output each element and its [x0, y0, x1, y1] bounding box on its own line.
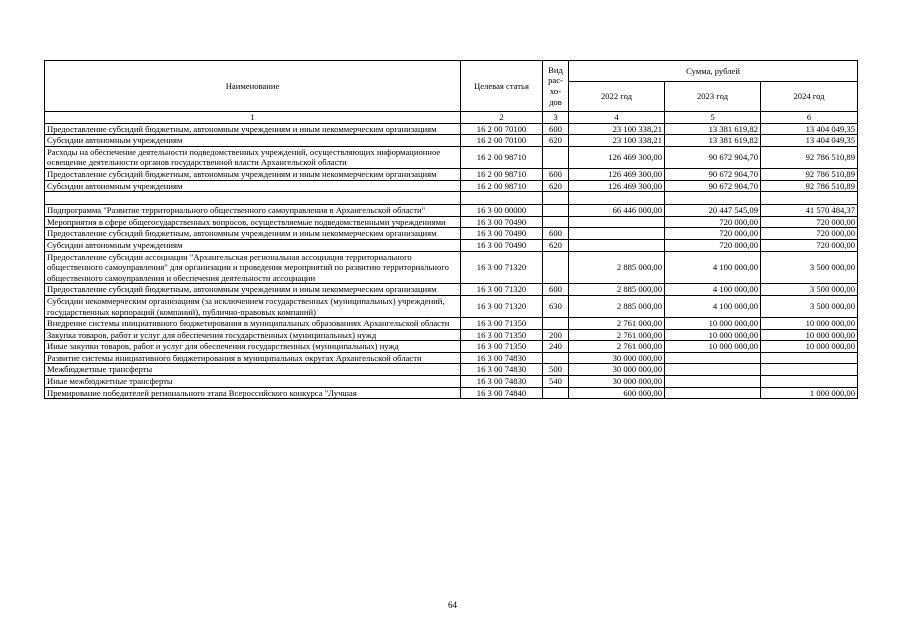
column-number: 1 [45, 112, 461, 124]
row-name: Внедрение системы инициативного бюджетирования в муниципальных образованиях Архангельской области [45, 318, 461, 330]
row-sum-2024 [761, 376, 858, 388]
row-sum-2022: 126 469 300,00 [569, 168, 665, 180]
row-sum-2023: 13 381 619,82 [665, 135, 761, 147]
row-sum-2024: 92 786 510,89 [761, 146, 858, 168]
row-sum-2022: 23 100 338,21 [569, 135, 665, 147]
header-vid-line: хо- [549, 86, 562, 96]
row-sum-2023: 720 000,00 [665, 239, 761, 251]
row-sum-2023 [665, 376, 761, 388]
row-target-code: 16 3 00 00000 [461, 205, 543, 217]
column-number: 4 [569, 112, 665, 124]
row-name: Развитие системы инициативного бюджетирования в муниципальных округах Архангельской области [45, 352, 461, 364]
header-vid-line: дов [549, 96, 562, 107]
column-number: 6 [761, 112, 858, 124]
row-sum-2023: 90 672 904,70 [665, 146, 761, 168]
row-target-code: 16 3 00 71350 [461, 329, 543, 341]
table-row [45, 146, 858, 168]
row-sum-2024: 13 404 049,35 [761, 123, 858, 135]
row-sum-2022: 2 761 000,00 [569, 318, 665, 330]
row-sum-2022 [569, 216, 665, 228]
row-expense-type [543, 387, 569, 399]
row-expense-type: 600 [543, 123, 569, 135]
empty-cell [45, 192, 461, 205]
column-numbers-row [45, 112, 858, 124]
row-sum-2022 [569, 239, 665, 251]
row-target-code: 16 3 00 71320 [461, 284, 543, 296]
table-row [45, 192, 858, 205]
row-expense-type: 620 [543, 135, 569, 147]
row-expense-type: 600 [543, 284, 569, 296]
row-sum-2023 [665, 364, 761, 376]
row-sum-2024: 92 786 510,89 [761, 180, 858, 192]
header-vid-line: рас- [548, 75, 563, 86]
row-target-code: 16 3 00 70490 [461, 239, 543, 251]
row-name: Закупка товаров, работ и услуг для обеспечения государственных (муниципальных) нужд [45, 329, 461, 341]
empty-cell [665, 192, 761, 205]
row-sum-2022: 126 469 300,00 [569, 146, 665, 168]
table-row [45, 168, 858, 180]
table-row [45, 387, 858, 399]
row-sum-2023: 90 672 904,70 [665, 168, 761, 180]
row-sum-2022: 30 000 000,00 [569, 376, 665, 388]
row-sum-2023: 4 100 000,00 [665, 284, 761, 296]
row-sum-2024 [761, 352, 858, 364]
row-sum-2024 [761, 364, 858, 376]
row-name: Расходы на обеспечение деятельности подведомственных учреждений, осуществляющих информационное освещение деятельности органов государственной власти Архангельской области [45, 146, 461, 168]
row-sum-2022: 23 100 338,21 [569, 123, 665, 135]
row-target-code: 16 3 00 71350 [461, 341, 543, 353]
row-target-code: 16 2 00 98710 [461, 146, 543, 168]
header-target: Целевая статья [461, 61, 543, 112]
row-sum-2022: 600 000,00 [569, 387, 665, 399]
row-name: Предоставление субсидий бюджетным, автономным учреждениям и иным некоммерческим организациям [45, 168, 461, 180]
table-row [45, 284, 858, 296]
row-target-code: 16 3 00 74830 [461, 376, 543, 388]
row-target-code: 16 3 00 74830 [461, 364, 543, 376]
row-target-code: 16 3 00 70490 [461, 216, 543, 228]
row-name: Предоставление субсидий бюджетным, автономным учреждениям и иным некоммерческим организациям [45, 284, 461, 296]
empty-cell [543, 192, 569, 205]
header-2024: 2024 год [761, 82, 858, 112]
row-name: Предоставление субсидий бюджетным, автономным учреждениям и иным некоммерческим организациям [45, 228, 461, 240]
row-expense-type: 500 [543, 364, 569, 376]
row-target-code: 16 2 00 98710 [461, 168, 543, 180]
row-sum-2022: 126 469 300,00 [569, 180, 665, 192]
table-row [45, 239, 858, 251]
header-vid [543, 61, 569, 112]
row-sum-2022: 66 446 000,00 [569, 205, 665, 217]
row-expense-type: 600 [543, 228, 569, 240]
row-sum-2024: 3 500 000,00 [761, 295, 858, 317]
row-sum-2024: 92 786 510,89 [761, 168, 858, 180]
row-expense-type [543, 205, 569, 217]
empty-cell [761, 192, 858, 205]
row-sum-2023: 10 000 000,00 [665, 318, 761, 330]
row-sum-2023: 720 000,00 [665, 228, 761, 240]
row-sum-2023 [665, 352, 761, 364]
header-2023: 2023 год [665, 82, 761, 112]
table-row [45, 329, 858, 341]
column-number: 2 [461, 112, 543, 124]
row-name: Субсидии автономным учреждениям [45, 135, 461, 147]
row-name: Субсидии автономным учреждениям [45, 180, 461, 192]
row-name: Иные межбюджетные трансферты [45, 376, 461, 388]
row-sum-2024: 10 000 000,00 [761, 341, 858, 353]
header-vid-line: Вид [548, 64, 563, 75]
row-sum-2023: 4 100 000,00 [665, 251, 761, 284]
row-sum-2022 [569, 228, 665, 240]
row-expense-type: 200 [543, 329, 569, 341]
row-sum-2022: 2 885 000,00 [569, 284, 665, 296]
row-sum-2022: 2 885 000,00 [569, 295, 665, 317]
row-sum-2023: 20 447 545,09 [665, 205, 761, 217]
header-2022: 2022 год [569, 82, 665, 112]
table-row [45, 318, 858, 330]
row-expense-type: 630 [543, 295, 569, 317]
row-sum-2023: 90 672 904,70 [665, 180, 761, 192]
row-sum-2024: 720 000,00 [761, 239, 858, 251]
table-row [45, 205, 858, 217]
row-sum-2023 [665, 387, 761, 399]
row-name: Субсидии некоммерческим организациям (за исключением государственных (муниципальных) учреждений, государственных корпораций (компаний), публично-правовых компаний) [45, 295, 461, 317]
row-sum-2024: 13 404 049,35 [761, 135, 858, 147]
table-row [45, 216, 858, 228]
row-name: Подпрограмма "Развитие территориального общественного самоуправления в Архангельской области" [45, 205, 461, 217]
empty-cell [569, 192, 665, 205]
table-row [45, 180, 858, 192]
table-row [45, 251, 858, 284]
table-body [45, 123, 858, 399]
row-expense-type [543, 318, 569, 330]
row-name: Иные закупки товаров, работ и услуг для обеспечения государственных (муниципальных) нужд [45, 341, 461, 353]
table-row [45, 364, 858, 376]
row-target-code: 16 3 00 71320 [461, 295, 543, 317]
row-target-code: 16 2 00 70100 [461, 123, 543, 135]
table-row [45, 295, 858, 317]
row-sum-2024: 720 000,00 [761, 228, 858, 240]
row-sum-2022: 2 885 000,00 [569, 251, 665, 284]
row-expense-type [543, 251, 569, 284]
header-sum: Сумма, рублей [569, 61, 858, 82]
row-target-code: 16 2 00 70100 [461, 135, 543, 147]
row-sum-2024: 3 500 000,00 [761, 251, 858, 284]
row-expense-type: 620 [543, 180, 569, 192]
table-row [45, 228, 858, 240]
row-sum-2022: 30 000 000,00 [569, 364, 665, 376]
row-name: Субсидии автономным учреждениям [45, 239, 461, 251]
row-name: Мероприятия в сфере общегосударственных вопросов, осуществляемые подведомственными учреждениями [45, 216, 461, 228]
row-sum-2024: 1 000 000,00 [761, 387, 858, 399]
row-expense-type [543, 352, 569, 364]
row-sum-2024: 720 000,00 [761, 216, 858, 228]
row-sum-2023: 720 000,00 [665, 216, 761, 228]
row-target-code: 16 3 00 74840 [461, 387, 543, 399]
row-sum-2023: 13 381 619,82 [665, 123, 761, 135]
row-sum-2024: 10 000 000,00 [761, 318, 858, 330]
table-row [45, 123, 858, 135]
row-target-code: 16 2 00 98710 [461, 180, 543, 192]
row-target-code: 16 3 00 71350 [461, 318, 543, 330]
header-name: Наименование [45, 61, 461, 112]
table-row [45, 341, 858, 353]
page-number: 64 [448, 600, 457, 610]
row-name: Предоставление субсидий бюджетным, автономным учреждениям и иным некоммерческим организациям [45, 123, 461, 135]
row-sum-2022: 2 761 000,00 [569, 341, 665, 353]
row-name: Межбюджетные трансферты [45, 364, 461, 376]
empty-cell [461, 192, 543, 205]
column-number: 5 [665, 112, 761, 124]
row-target-code: 16 3 00 74830 [461, 352, 543, 364]
row-expense-type [543, 146, 569, 168]
row-sum-2024: 3 500 000,00 [761, 284, 858, 296]
budget-table [44, 60, 858, 399]
row-expense-type: 600 [543, 168, 569, 180]
row-expense-type [543, 216, 569, 228]
row-expense-type: 240 [543, 341, 569, 353]
column-number: 3 [543, 112, 569, 124]
row-target-code: 16 3 00 70490 [461, 228, 543, 240]
row-sum-2022: 30 000 000,00 [569, 352, 665, 364]
table-row [45, 135, 858, 147]
table-row [45, 352, 858, 364]
row-name: Предоставление субсидии ассоциации "Архангельская региональная ассоциация территориального общественного самоуправления" для организации и проведения мероприятий по развитию территориального общественного самоуправления и обеспечения деятельности ассоциации [45, 251, 461, 284]
row-expense-type: 620 [543, 239, 569, 251]
row-sum-2023: 10 000 000,00 [665, 329, 761, 341]
row-sum-2023: 4 100 000,00 [665, 295, 761, 317]
row-sum-2023: 10 000 000,00 [665, 341, 761, 353]
row-sum-2022: 2 761 000,00 [569, 329, 665, 341]
row-name: Премирование победителей регионального этапа Всероссийского конкурса "Лучшая [45, 387, 461, 399]
row-sum-2024: 41 570 484,37 [761, 205, 858, 217]
row-expense-type: 540 [543, 376, 569, 388]
row-sum-2024: 10 000 000,00 [761, 329, 858, 341]
row-target-code: 16 3 00 71320 [461, 251, 543, 284]
table-row [45, 376, 858, 388]
